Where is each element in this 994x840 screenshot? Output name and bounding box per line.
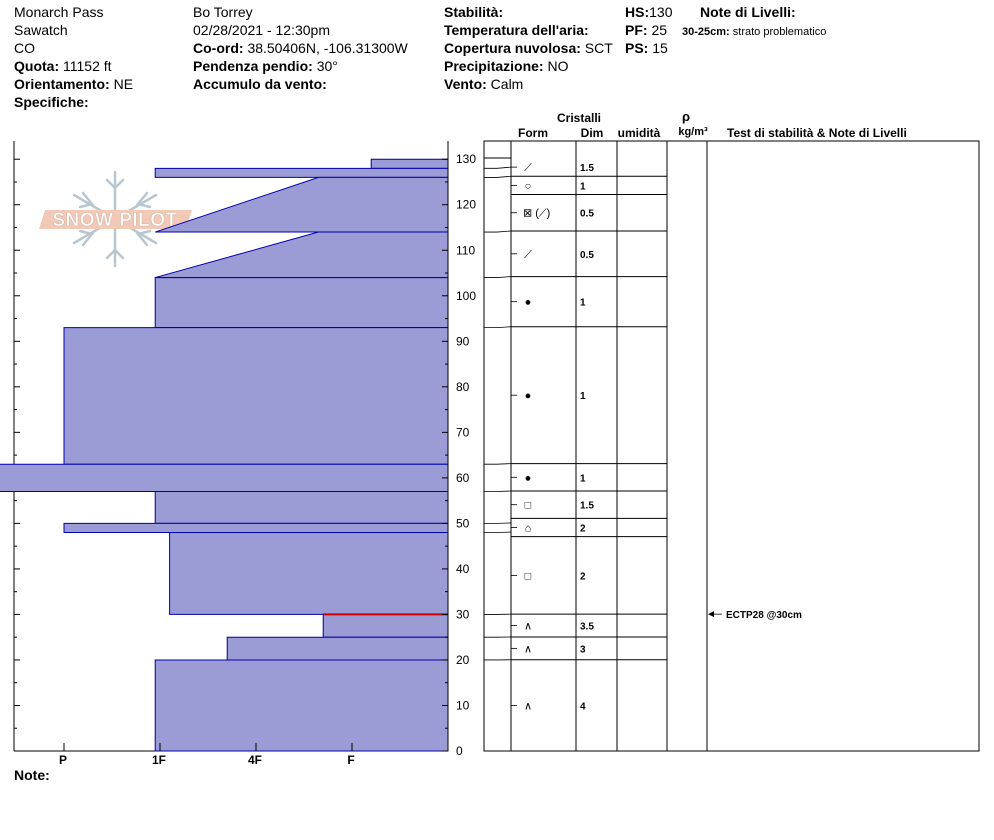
datetime: 02/28/2021 - 12:30pm <box>193 22 330 38</box>
hardness-layer <box>323 614 448 637</box>
hardness-tick-label: 1F <box>151 753 167 767</box>
depth-tick-label: 100 <box>456 288 477 303</box>
crystal-size: 4 <box>580 701 586 713</box>
hardness-layer <box>155 492 448 524</box>
depth-tick-label: 120 <box>456 197 477 212</box>
coord-label: Co-ord: <box>193 40 244 56</box>
depth-connector <box>484 491 511 492</box>
wind-label: Vento: <box>444 76 487 92</box>
left-axis-ticks <box>14 159 20 751</box>
crystal-size: 0.5 <box>580 249 594 261</box>
notes-label: Note: <box>14 767 50 783</box>
depth-tick-label: 60 <box>456 470 470 485</box>
depth-tick-label: 70 <box>456 425 470 440</box>
crystal-form: □ <box>524 570 532 583</box>
stability-test-label: ECTP28 @30cm <box>726 610 802 622</box>
crystal-size: 3 <box>580 644 586 656</box>
crystal-size: 1 <box>580 297 586 309</box>
layer-note-text: strato problematico <box>732 26 827 38</box>
crystal-form: ⌂ <box>524 522 532 535</box>
slope-value: 30° <box>316 58 338 74</box>
precip-value: NO <box>547 58 569 74</box>
hardness-tick-label: F <box>347 753 355 767</box>
sky-label: Copertura nuvolosa: <box>444 40 581 56</box>
hardness-tick-label: P <box>58 753 68 767</box>
depth-connector <box>484 176 511 177</box>
hardness-layers <box>0 159 448 751</box>
hardness-layer <box>155 278 448 328</box>
hardness-layer <box>64 328 448 465</box>
mountain-range: Sawatch <box>14 22 68 38</box>
hardness-tick-label: 4F <box>247 753 263 767</box>
hardness-layer <box>155 660 448 751</box>
crystal-form: ⟋ <box>524 248 532 261</box>
depth-tick-label: 0 <box>456 744 463 758</box>
rho-header: ρ <box>681 109 691 124</box>
moisture-header: umidità <box>617 126 661 140</box>
crystal-form: ⟋ <box>524 162 532 175</box>
depth-tick-label: 130 <box>456 152 477 167</box>
coord-value: 38.50406N, -106.31300W <box>247 40 408 56</box>
snowpilot-logo <box>39 172 192 266</box>
crystal-form: □ <box>524 499 532 512</box>
form-header: Form <box>518 126 548 140</box>
depth-tick-label: 20 <box>456 652 470 667</box>
wind-loading-label: Accumulo da vento: <box>193 76 327 92</box>
crystal-size: 0.5 <box>580 208 594 220</box>
crystal-size: 2 <box>580 523 586 535</box>
depth-connector <box>484 167 511 168</box>
crystal-form: ⊠ (⟋) <box>523 207 551 220</box>
pf-value: 25 <box>651 22 668 38</box>
hs-label: HS: <box>625 4 650 20</box>
crystal-size: 1.5 <box>580 500 594 512</box>
hardness-layer <box>371 159 448 168</box>
density-unit-header: kg/m³ <box>678 126 708 138</box>
depth-tick-label: 10 <box>456 698 470 713</box>
elevation-value: 11152 ft <box>63 58 112 74</box>
depth-tick-label: 50 <box>456 516 470 531</box>
hardness-layer <box>155 177 448 232</box>
depth-connector <box>484 464 511 465</box>
depth-tick-label: 90 <box>456 334 470 349</box>
depth-connector <box>484 277 511 278</box>
arrowhead-icon <box>708 611 714 617</box>
hardness-layer <box>155 168 448 177</box>
depth-tick-label: 30 <box>456 607 470 622</box>
hs-value: 130 <box>649 4 673 20</box>
pf-label: PF: <box>625 22 648 38</box>
crystal-form: ∧ <box>523 700 533 713</box>
hardness-layer <box>64 523 448 532</box>
hardness-layer <box>227 637 448 660</box>
state: CO <box>14 40 35 56</box>
precip-label: Precipitazione: <box>444 58 544 74</box>
stability-test-annotation <box>708 610 802 621</box>
hardness-layer <box>170 532 448 614</box>
crystal-form: ● <box>524 296 532 309</box>
crystal-form: ∧ <box>523 620 533 633</box>
crystals-header: Cristalli <box>556 111 602 125</box>
crystal-size: 1.5 <box>580 163 594 175</box>
slope-label: Pendenza pendio: <box>193 58 313 74</box>
stability-header: Test di stabilità & Note di Livelli <box>727 126 907 140</box>
air-temp-label: Temperatura dell'aria: <box>444 22 589 38</box>
depth-connector <box>484 231 511 232</box>
specifics-label: Specifiche: <box>14 94 89 110</box>
stability-label: Stabilità: <box>444 4 504 20</box>
wind-value: Calm <box>490 76 524 92</box>
ps-value: 15 <box>652 40 668 56</box>
layer-note-range: 30-25cm: <box>682 26 730 38</box>
depth-tick-label: 110 <box>456 243 476 258</box>
crystal-size: 1 <box>580 473 586 485</box>
crystal-form: ○ <box>524 180 532 193</box>
elevation-label: Quota: <box>14 58 60 74</box>
aspect-value: NE <box>113 76 134 92</box>
crystal-size: 1 <box>580 181 586 193</box>
size-header: Dim <box>580 126 604 140</box>
aspect-label: Orientamento: <box>14 76 110 92</box>
hardness-layer <box>0 464 448 491</box>
crystal-form: ● <box>524 472 532 485</box>
logo-text: SNOW PILOT <box>52 210 178 231</box>
depth-connector <box>484 327 511 328</box>
crystal-size: 3.5 <box>580 621 594 633</box>
crystal-size: 1 <box>580 391 586 403</box>
crystal-form: ∧ <box>523 643 533 656</box>
hardness-layer <box>155 232 448 278</box>
depth-tick-label: 80 <box>456 379 470 394</box>
depth-tick-label: 40 <box>456 561 470 576</box>
layer-notes-label: Note di Livelli: <box>700 4 796 20</box>
crystal-size: 2 <box>580 571 586 583</box>
ps-label: PS: <box>625 40 649 56</box>
sky-value: SCT <box>584 40 613 56</box>
observer: Bo Torrey <box>193 4 253 20</box>
depth-connectors <box>484 167 511 660</box>
location: Monarch Pass <box>14 4 104 20</box>
crystal-form: ● <box>524 390 532 403</box>
